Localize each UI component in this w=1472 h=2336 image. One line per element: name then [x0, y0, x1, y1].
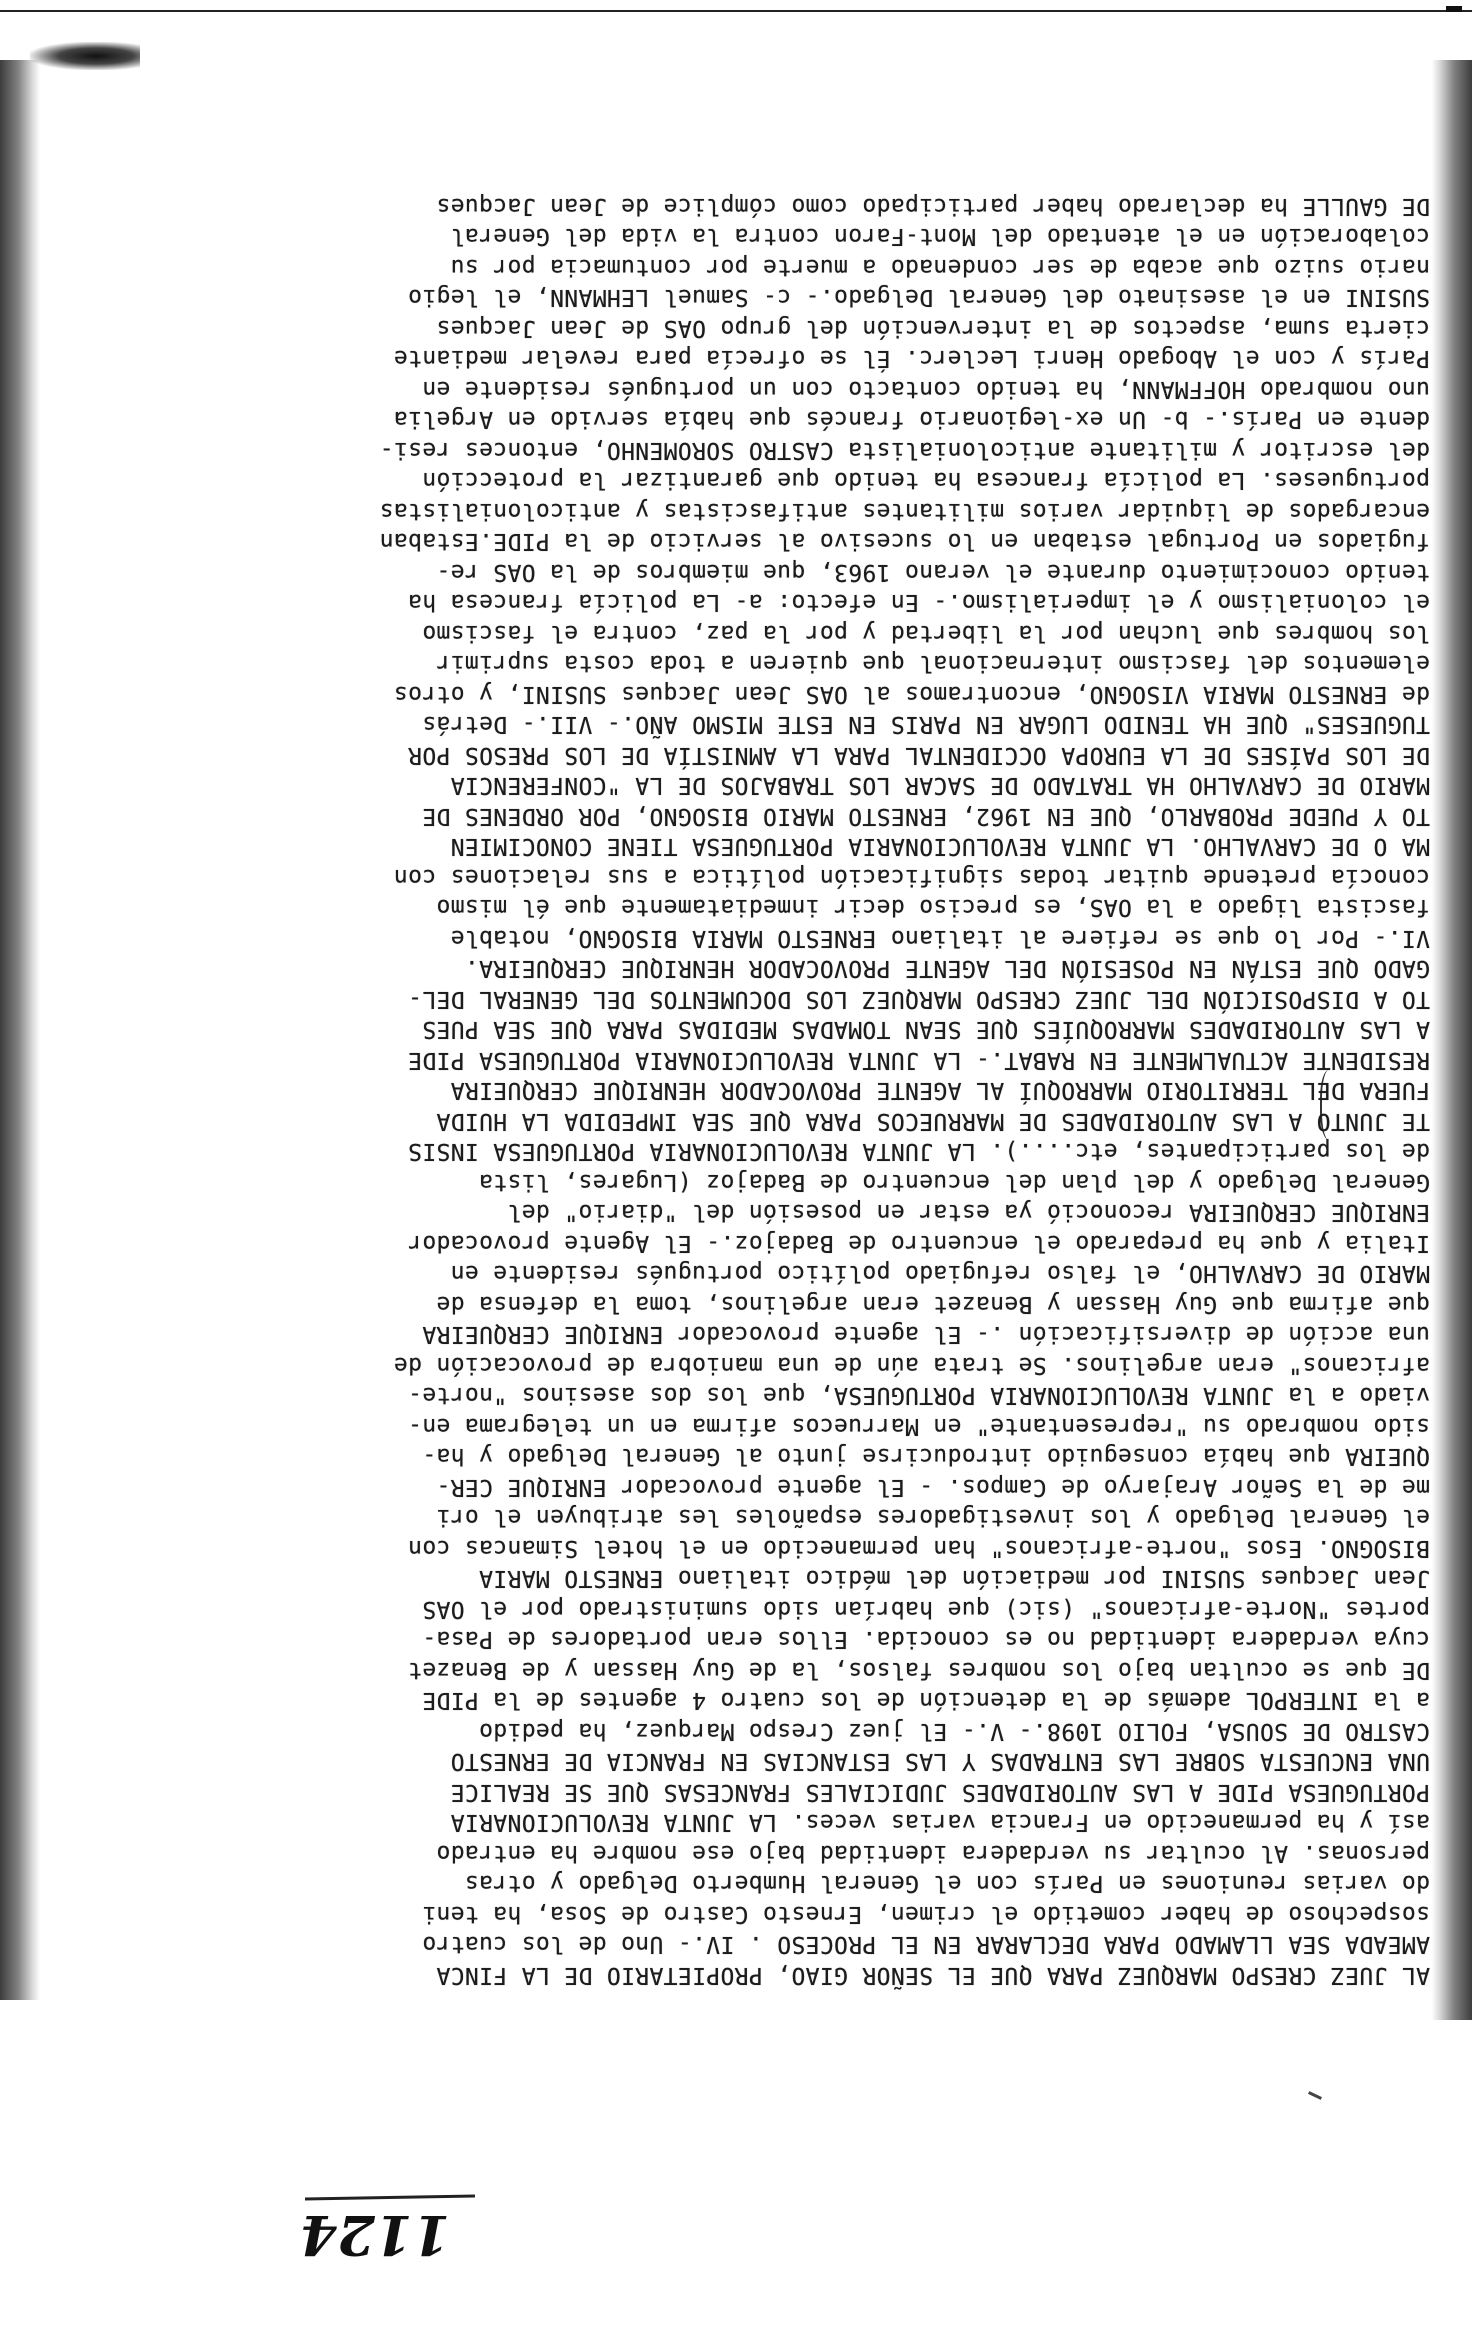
- document-line: DE LOS PAÍSES DE LA EUROPA OCCIDENTAL PARA LA AMNISTÍA DE LOS PRESOS POR: [407, 742, 1430, 768]
- document-line: portes "Norte-africanos" (sic) que habrían sido suministrado por el OAS: [422, 1596, 1430, 1622]
- document-line: de los participantes, etc....). LA JUNTA REVOLUCIONARIA PORTUGUESA INSIS: [407, 1138, 1430, 1165]
- document-line: AMEADA SEA LLAMADO PARA DECLARAR EN EL PROCESO . IV.- Uno de los cuatro: [422, 1931, 1430, 1958]
- document-line: me de la Señor Arajaryo de Campos. - El agente provocador ENRIQUE CER-: [436, 1474, 1430, 1500]
- document-line: QUEIRA que había conseguido introducirse junto al General Delgado y ha-: [422, 1443, 1430, 1470]
- document-line: RESIDENTE ACTUALMENTE EN RABAT.- LA JUNTA REVOLUCIONARIA PORTUGUESA PIDE: [407, 1047, 1430, 1073]
- document-line: del escritor y militante anticolonialista CASTRO SOROMENHO, entonces resi-: [379, 437, 1430, 463]
- document-line: colaboración en el atentado del Mont-Faron contra la vida del General: [450, 223, 1430, 250]
- document-line: SUSINI en el asesinato del General Delgado.- c- Samuel LEHMANN, el legio: [407, 284, 1430, 311]
- document-line: fugiados en Portugal estaban en lo sucesivo al servicio de la PIDE.Estaban: [379, 528, 1430, 555]
- document-line: do varias reuniones en París con el General Humberto Delgado y otras: [464, 1870, 1430, 1897]
- handwritten-page-number: 1124: [299, 2203, 450, 2267]
- right-scan-shadow: [1432, 60, 1472, 2020]
- document-line: elementos del fascismo internacional que quieren a toda costa suprimir: [436, 650, 1430, 677]
- document-line: viado a la JUNTA REVOLUCIONARIA PORTUGUESA, que los dos asesinos "norte-: [407, 1382, 1430, 1409]
- document-line: MA O DE CARVALHO. LA JUNTA REVOLUCIONARIA PORTUGUESA TIENE CONOCIMIEN: [450, 833, 1430, 860]
- stray-pen-mark: [1308, 2091, 1322, 2100]
- document-line: TUGUESES" QUE HA TENIDO LUGAR EN PARIS EN ESTE MISMO AÑO.- VII.- Detrás: [422, 711, 1430, 738]
- document-line: encargados de liquidar varios militantes antifascistas y anticolonialistas: [379, 498, 1430, 524]
- document-line: cierta suma, aspectos de la intervención del grupo OAS de Jean Jacques: [436, 315, 1430, 341]
- document-line: UNA ENCUESTA SOBRE LAS ENTRADAS Y LAS ESTANCIAS EN FRANCIA DE ERNESTO: [450, 1748, 1430, 1775]
- document-line: nario suizo que acaba de ser condenado a muerte por contumacia por su: [450, 254, 1430, 280]
- document-line: TO A DISPOSICIÓN DEL JUEZ CRESPO MARQUEZ LOS DOCUMENTOS DEL GENERAL DEL-: [407, 986, 1430, 1012]
- document-line: personas. Al ocultar su verdadera identidad bajo ese nombre ha entrado: [436, 1840, 1430, 1866]
- top-border-line: [0, 10, 1472, 12]
- typed-document-body: [60, 150, 1430, 1990]
- document-line: una acción de diversificación .- El agente provocador ENRIQUE CERQUEIRA: [422, 1321, 1430, 1348]
- document-line: París y con el Abogado Henri Leclerc. Él se ofrecía para revelar mediante: [393, 345, 1430, 372]
- document-line: tenido conocimiento durante el verano 1963, que miembros de la OAS re-: [436, 559, 1430, 585]
- document-line: sospechoso de haber cometido el crimen, Ernesto Castro de Sosa, ha teni: [422, 1901, 1430, 1927]
- document-line: cuya verdadera identidad no es conocida. Ellos eran portadores de Pasa-: [422, 1626, 1430, 1653]
- document-line: DE GAULLE ha declarado haber participado como cómplice de Jean Jacques: [436, 193, 1430, 219]
- document-line: A LAS AUTORIDADES MARROQUÍES QUE SEAN TOMADAS MEDIDAS PARA QUE SEA PUES: [422, 1016, 1430, 1043]
- document-line: sido nombrado su "representante" en Marruecos afirma en un telegrama en-: [407, 1413, 1430, 1439]
- document-line: TO Y PUEDE PROBARLO, QUE EN 1962, ERNESTO MARIO BISOGNO, POR ORDENES DE: [422, 803, 1430, 829]
- document-line: ENRIQUE CERQUEIRA reconoció ya estar en posesión del "diario" del: [507, 1199, 1430, 1226]
- document-line: conocía pretende quitar todas significación política a sus relaciones con: [393, 864, 1430, 890]
- document-line: GADO QUE ESTÁN EN POSESIÓN DEL AGENTE PROVOCADOR HENRIQUE CERQUEIRA.: [464, 955, 1430, 982]
- document-line: a la INTERPOL además de la detención de los cuatro 4 agentes de la PIDE: [422, 1687, 1430, 1714]
- document-line: el General Delgado y los investigadores españoles les atribuyen el ori: [436, 1504, 1430, 1531]
- document-line: de ERNESTO MARIA VISOGNO, encontramos al OAS Jean Jacques SUSINI, y otros: [393, 681, 1430, 707]
- document-line: Jean Jacques SUSINI por mediación del médico italiano ERNESTO MARIA: [478, 1565, 1430, 1592]
- document-line: el colonialismo y el imperialismo.- En efecto: a- La policía francesa ha: [407, 589, 1430, 616]
- document-line: VI.- Por lo que se refiere al italiano ERNESTO MARIA BISOGNO, notable: [450, 925, 1430, 951]
- document-line: DE que se ocultan bajo los nombres falsos, la de Guy Hassan y de Benazet: [407, 1657, 1430, 1683]
- document-line: FUERA DEL TERRITORIO MARROQUÍ AL AGENTE PROVOCADOR HENRIQUE CERQUEIRA: [450, 1077, 1430, 1104]
- left-scan-shadow: [0, 60, 40, 2000]
- document-line: dente en París.- b- Un ex-legionario francés que había servido en Argelia: [393, 406, 1430, 433]
- document-line: BISOGNO. Esos "norte-africanos" han permanecido en el hotel Simancas con: [407, 1535, 1430, 1561]
- document-line: CASTRO DE SOUSA, FOLIO 1098.- V.- El juez Crespo Marquez, ha pedido: [478, 1718, 1430, 1744]
- document-line: General Delgado y del plan del encuentro de Badajoz (Lugares, lista: [478, 1169, 1430, 1195]
- document-line: que afirma que Guy Hassan y Benazet eran argelinos, toma la defensa de: [436, 1291, 1430, 1317]
- document-line: portugueses. La policía francesa ha tenido que garantizar la protección: [422, 467, 1430, 494]
- document-line: los hombres que luchan por la libertad y por la paz, contra el fascismo: [422, 620, 1430, 646]
- document-line: africanos" eran argelinos. Se trata aún de una maniobra de provocación de: [393, 1352, 1430, 1378]
- document-line: así y ha permanecido en Francia varias veces. LA JUNTA REVOLUCIONARIA: [450, 1809, 1430, 1836]
- document-line: fascista ligado a la OAS, es preciso decir inmediatamente que él mismo: [436, 894, 1430, 921]
- document-line: MARIO DE CARVALHO HA TRATADO DE SACAR LOS TRABAJOS DE LA "CONFERENCIA: [450, 772, 1430, 799]
- document-line: TE JUNTO A LAS AUTORIDADES DE MARRUECOS PARA QUE SEA IMPEDIDA LA HUIDA: [436, 1108, 1430, 1134]
- top-corner-mark: [1446, 6, 1462, 12]
- document-line: MARIO DE CARVALHO, el falso refugiado político portugués residente en: [450, 1260, 1430, 1287]
- document-line: AL JUEZ CRESPO MARQUEZ PARA QUE EL SEÑOR GIAO, PROPIETARIO DE LA FINCA: [436, 1962, 1430, 1988]
- document-line: uno nombrado HOFFMANN, ha tenido contacto con un portugués residente en: [422, 376, 1430, 402]
- document-line: PORTUGUESA PIDE A LAS AUTORIDADES JUDICIALES FRANCESAS QUE SE REALICE: [450, 1779, 1430, 1805]
- ink-smudge: [30, 42, 140, 70]
- document-line: Italia y que ha preparado el encuentro de Badajoz.- El Agente provocador: [407, 1230, 1430, 1256]
